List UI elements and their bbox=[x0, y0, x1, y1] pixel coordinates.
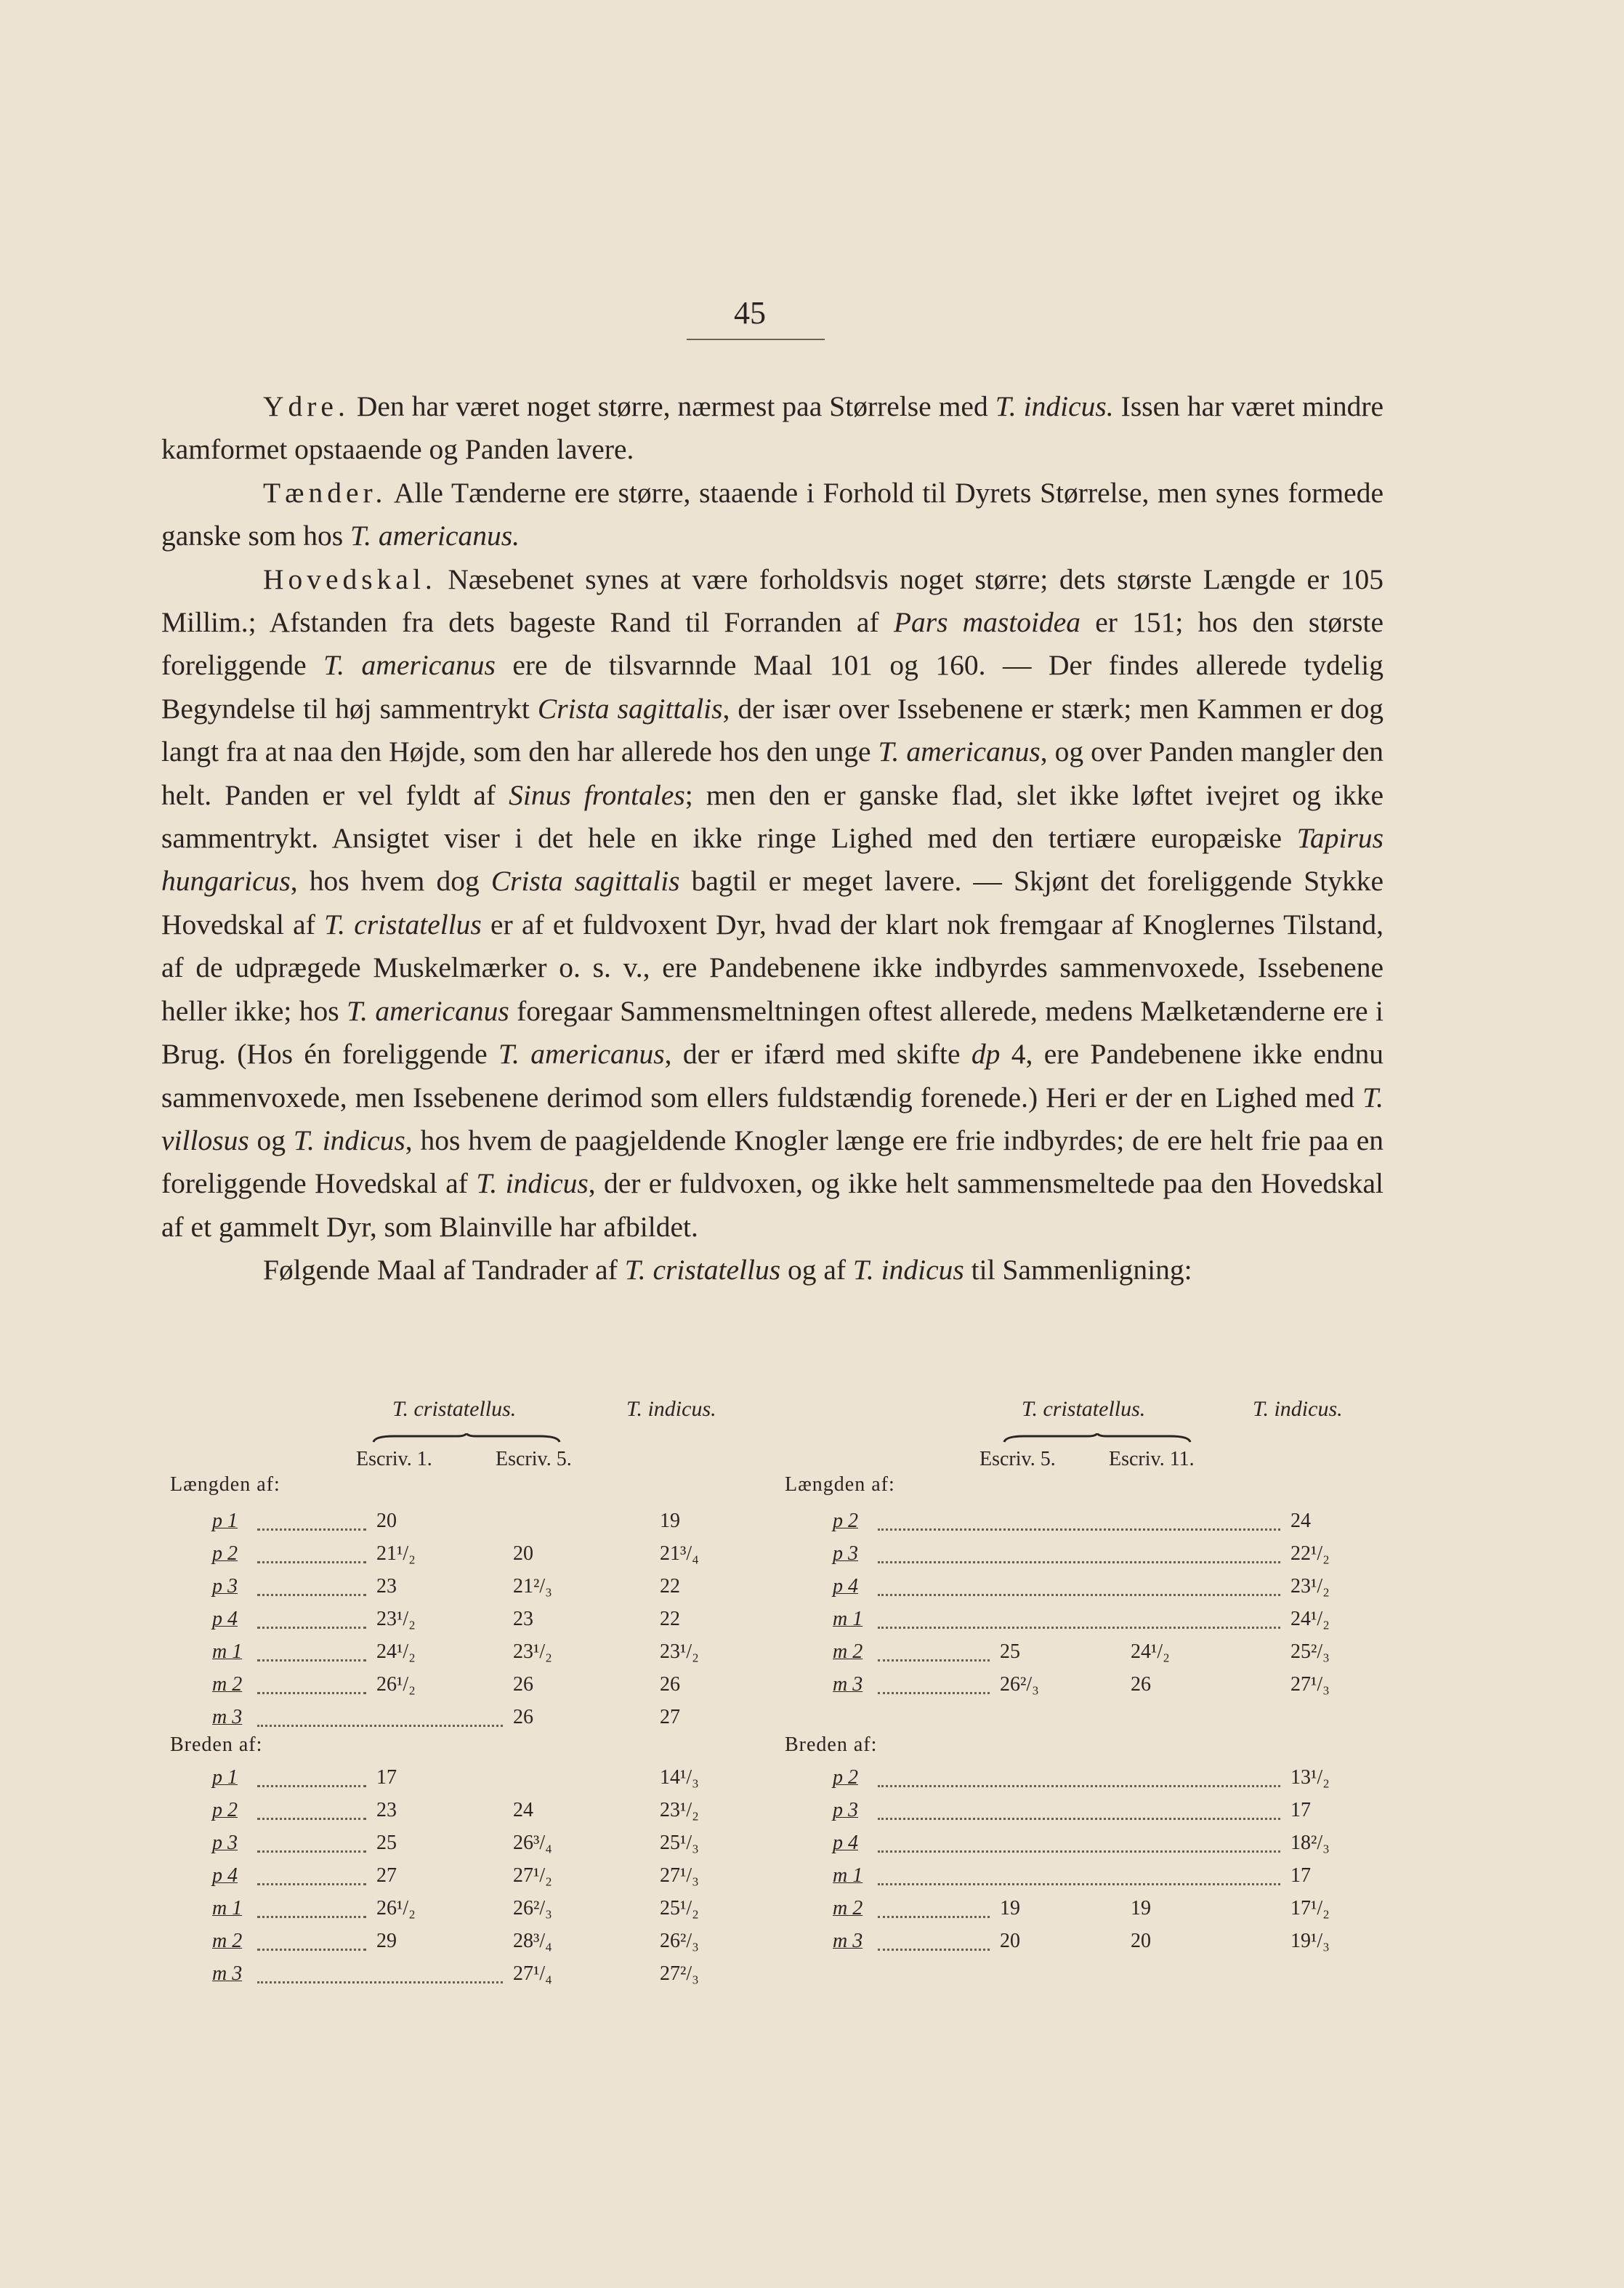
table-row bbox=[782, 1930, 1385, 1962]
dot-leader bbox=[878, 1850, 1280, 1853]
tooth-label: p 3 bbox=[212, 1832, 238, 1854]
italic-term: T. americanus. bbox=[350, 520, 520, 552]
width-section-label: Breden af: bbox=[785, 1733, 878, 1756]
table-row bbox=[161, 1575, 779, 1607]
value-c: 23¹/₂ bbox=[660, 1799, 699, 1821]
value-c: 14¹/₃ bbox=[660, 1766, 699, 1789]
dot-leader bbox=[257, 1850, 366, 1853]
table-row bbox=[782, 1542, 1385, 1574]
italic-term: T. indicus bbox=[476, 1167, 589, 1200]
measurement-table-left bbox=[161, 1381, 779, 1999]
table-row bbox=[782, 1799, 1385, 1831]
italic-term: Crista sagittalis bbox=[537, 692, 723, 725]
tooth-label: m 1 bbox=[212, 1640, 243, 1663]
value-b: 21²/₃ bbox=[513, 1575, 552, 1598]
text-run: 4, ere Pandebenene ikke endnu sammenvoxede, men Issebenene derimod som ellers fuldstændig forenede.) Heri er der en Lighed med bbox=[161, 1038, 1383, 1113]
value-b: 27¹/₂ bbox=[513, 1864, 552, 1887]
text-run: Alle Tænderne ere større, staaende i Forhold til Dyrets Størrelse, men synes formede ganske som hos bbox=[161, 476, 1383, 552]
dot-leader bbox=[257, 1785, 366, 1787]
table-row bbox=[161, 1897, 779, 1929]
text-run: bagtil er meget lavere. — Skjønt det foreliggende Stykke Hovedskal af bbox=[161, 865, 1383, 940]
value-b: 23 bbox=[513, 1608, 533, 1630]
value-c: 17 bbox=[1290, 1799, 1311, 1821]
column-header-escriv-5: Escriv. 5. bbox=[496, 1448, 572, 1470]
value-b: 19 bbox=[1131, 1897, 1151, 1920]
italic-term: T. cristatellus bbox=[324, 908, 482, 940]
tooth-label: m 1 bbox=[833, 1864, 863, 1887]
dot-leader bbox=[257, 1981, 503, 1983]
paragraph bbox=[161, 472, 1383, 558]
value-c: 23¹/₂ bbox=[1290, 1575, 1330, 1598]
dot-leader bbox=[257, 1949, 366, 1951]
dot-leader bbox=[257, 1883, 366, 1885]
paragraph bbox=[161, 1249, 1383, 1292]
value-c: 26 bbox=[660, 1673, 680, 1696]
dot-leader bbox=[878, 1561, 1280, 1563]
italic-term: dp bbox=[971, 1038, 1001, 1071]
tooth-label: p 3 bbox=[833, 1542, 858, 1565]
tooth-label: m 1 bbox=[833, 1608, 863, 1630]
italic-term: T. villosus bbox=[161, 1081, 1383, 1156]
table-row bbox=[782, 1640, 1385, 1672]
dot-leader bbox=[878, 1785, 1280, 1787]
italic-term: Pars mastoidea bbox=[893, 606, 1081, 639]
tooth-label: m 3 bbox=[212, 1706, 243, 1728]
page-number: 45 bbox=[734, 295, 766, 331]
table-row bbox=[161, 1799, 779, 1831]
length-section-label: Længden af: bbox=[785, 1473, 895, 1496]
table-row bbox=[161, 1962, 779, 1994]
dot-leader bbox=[257, 1528, 366, 1531]
table-row bbox=[161, 1832, 779, 1864]
tooth-label: p 2 bbox=[833, 1510, 858, 1532]
dot-leader bbox=[257, 1659, 366, 1661]
text-run: , der især over Issebenene er stærk; men Kammen er dog langt fra at naa den Højde, som den har allerede hos den unge bbox=[161, 692, 1383, 768]
tooth-label: p 4 bbox=[212, 1608, 238, 1630]
tooth-label: m 3 bbox=[212, 1962, 243, 1985]
text-run: Følgende Maal af Tandrader af bbox=[263, 1254, 625, 1286]
table-row bbox=[782, 1897, 1385, 1929]
italic-term: T. indicus. bbox=[995, 390, 1114, 422]
italic-term: T. americanus bbox=[878, 736, 1041, 768]
value-a: 23 bbox=[376, 1799, 397, 1821]
text-run: , der er ifærd med skifte bbox=[664, 1038, 971, 1071]
text-run: foregaar Sammensmeltningen oftest allerede, medens Mælketænderne ere i Brug. (Hos én foreliggende bbox=[161, 994, 1383, 1071]
text-run: er af et fuldvoxent Dyr, hvad der klart nok fremgaar af Knoglernes Tilstand, af de udprægede Muskelmærker o. s. v., ere Pandebenene ikke indbyrdes sammenvoxede, Issebenene heller ikke; hos bbox=[161, 908, 1384, 1027]
italic-term: Tapirus hungaricus bbox=[161, 822, 1383, 898]
table-row bbox=[782, 1766, 1385, 1798]
length-section-label: Længden af: bbox=[170, 1473, 280, 1496]
value-b: 26³/₄ bbox=[513, 1832, 552, 1854]
value-b: 20 bbox=[513, 1542, 533, 1565]
tooth-label: p 2 bbox=[212, 1799, 238, 1821]
table-row bbox=[161, 1510, 779, 1542]
text-run: ere de tilsvarnnde Maal 101 og 160. — Der findes allerede tydelig Begyndelse til høj sammentrykt bbox=[161, 649, 1383, 725]
value-c: 21³/₄ bbox=[660, 1542, 699, 1565]
value-a: 21¹/₂ bbox=[376, 1542, 416, 1565]
value-a: 26²/₃ bbox=[1000, 1673, 1039, 1696]
table-row bbox=[161, 1673, 779, 1705]
value-c: 27¹/₃ bbox=[660, 1864, 699, 1887]
page-number-rule bbox=[687, 339, 825, 340]
table-row bbox=[161, 1608, 779, 1640]
tooth-label: p 2 bbox=[833, 1766, 858, 1789]
column-header-escriv-1: Escriv. 1. bbox=[356, 1448, 432, 1470]
text-run: , hos hvem dog bbox=[290, 865, 491, 898]
paragraph bbox=[161, 558, 1383, 1249]
value-c: 25²/₃ bbox=[1290, 1640, 1330, 1663]
dot-leader bbox=[878, 1692, 990, 1694]
value-b: 28³/₄ bbox=[513, 1930, 552, 1952]
text-run: er 151; hos den største foreliggende bbox=[161, 606, 1383, 682]
text-run: Næsebenet synes at være forholdsvis noget større; dets største Længde er 105 Millim.; Afstanden fra dets bageste Rand til Forranden af bbox=[161, 563, 1383, 639]
tooth-label: m 3 bbox=[833, 1673, 863, 1696]
value-c: 18²/₃ bbox=[1290, 1832, 1330, 1854]
tooth-label: p 4 bbox=[212, 1864, 238, 1887]
dot-leader bbox=[878, 1818, 1280, 1820]
value-a: 25 bbox=[1000, 1640, 1020, 1663]
dot-leader bbox=[878, 1594, 1280, 1596]
dot-leader bbox=[257, 1692, 366, 1694]
dot-leader bbox=[878, 1627, 1280, 1629]
value-c: 17 bbox=[1290, 1864, 1311, 1887]
species-brace bbox=[372, 1433, 561, 1442]
table-row bbox=[161, 1542, 779, 1574]
tooth-label: p 4 bbox=[833, 1575, 858, 1598]
italic-term: T. indicus bbox=[293, 1124, 405, 1156]
table-row bbox=[161, 1864, 779, 1896]
dot-leader bbox=[878, 1528, 1280, 1531]
paragraph-heading: Hovedskal. bbox=[263, 563, 437, 595]
value-a: 29 bbox=[376, 1930, 397, 1952]
tooth-label: m 2 bbox=[833, 1897, 863, 1920]
paragraph-heading: Tænder. bbox=[263, 476, 387, 509]
table-row bbox=[782, 1575, 1385, 1607]
value-a: 25 bbox=[376, 1832, 397, 1854]
value-c: 25¹/₃ bbox=[660, 1832, 699, 1854]
text-run: Den har været noget større, nærmest paa Størrelse med bbox=[349, 390, 995, 422]
value-a: 23¹/₂ bbox=[376, 1608, 416, 1630]
value-c: 22 bbox=[660, 1608, 680, 1630]
width-section-label: Breden af: bbox=[170, 1733, 263, 1756]
value-c: 27¹/₃ bbox=[1290, 1673, 1330, 1696]
italic-term: T. indicus bbox=[852, 1254, 964, 1286]
italic-term: Sinus frontales bbox=[509, 778, 685, 811]
text-run: til Sammenligning: bbox=[964, 1254, 1192, 1286]
species-heading-indicus: T. indicus. bbox=[1253, 1397, 1343, 1421]
dot-leader bbox=[257, 1594, 366, 1596]
value-b: 26 bbox=[513, 1673, 533, 1696]
value-a: 26¹/₂ bbox=[376, 1673, 416, 1696]
dot-leader bbox=[257, 1916, 366, 1918]
dot-leader bbox=[257, 1627, 366, 1629]
tooth-label: p 4 bbox=[833, 1832, 858, 1854]
body-text bbox=[161, 385, 1383, 1292]
column-header-escriv-5: Escriv. 5. bbox=[979, 1448, 1056, 1470]
species-heading-cristatellus: T. cristatellus. bbox=[392, 1397, 517, 1421]
text-run: Issen har været mindre kamformet opstaaende og Panden lavere. bbox=[161, 390, 1384, 466]
dot-leader bbox=[878, 1659, 990, 1661]
tooth-label: m 2 bbox=[212, 1930, 243, 1952]
dot-leader bbox=[878, 1883, 1280, 1885]
value-a: 19 bbox=[1000, 1897, 1020, 1920]
dot-leader bbox=[878, 1916, 990, 1918]
table-row bbox=[161, 1766, 779, 1798]
italic-term: T. americanus bbox=[347, 994, 509, 1027]
table-row bbox=[161, 1930, 779, 1962]
table-row bbox=[782, 1510, 1385, 1542]
species-brace bbox=[1003, 1433, 1192, 1442]
table-row bbox=[161, 1640, 779, 1672]
species-heading-cristatellus: T. cristatellus. bbox=[1022, 1397, 1146, 1421]
tooth-label: p 3 bbox=[833, 1799, 858, 1821]
value-b: 26²/₃ bbox=[513, 1897, 552, 1920]
value-c: 25¹/₂ bbox=[660, 1897, 699, 1920]
tooth-label: p 1 bbox=[212, 1766, 238, 1789]
italic-term: Crista sagittalis bbox=[490, 865, 680, 898]
value-b: 24 bbox=[513, 1799, 533, 1821]
measurement-table-right bbox=[782, 1381, 1385, 1999]
dot-leader bbox=[257, 1818, 366, 1820]
paragraph bbox=[161, 385, 1383, 472]
value-a: 23 bbox=[376, 1575, 397, 1598]
tooth-label: m 1 bbox=[212, 1897, 243, 1920]
value-b: 26 bbox=[513, 1706, 533, 1728]
value-c: 17¹/₂ bbox=[1290, 1897, 1330, 1920]
text-run: og af bbox=[780, 1254, 853, 1286]
paragraph-heading: Ydre. bbox=[263, 390, 350, 422]
text-run: ; men den er ganske flad, slet ikke løftet ivejret og ikke sammentrykt. Ansigtet viser i det hele en ikke ringe Lighed med den tertiære europæiske bbox=[161, 778, 1383, 855]
value-a: 17 bbox=[376, 1766, 397, 1789]
table-row bbox=[782, 1864, 1385, 1896]
value-b: 27¹/₄ bbox=[513, 1962, 552, 1985]
text-run: , hos hvem de paagjeldende Knogler længe ere frie indbyrdes; de ere helt frie paa en foreliggende Hovedskal af bbox=[161, 1124, 1383, 1200]
species-heading-indicus: T. indicus. bbox=[626, 1397, 716, 1421]
value-c: 22 bbox=[660, 1575, 680, 1598]
value-c: 26²/₃ bbox=[660, 1930, 699, 1952]
table-row bbox=[782, 1608, 1385, 1640]
value-c: 27 bbox=[660, 1706, 680, 1728]
value-c: 22¹/₂ bbox=[1290, 1542, 1330, 1565]
value-c: 23¹/₂ bbox=[660, 1640, 699, 1663]
italic-term: T. americanus bbox=[323, 649, 496, 682]
value-b: 24¹/₂ bbox=[1131, 1640, 1170, 1663]
value-a: 20 bbox=[376, 1510, 397, 1532]
tooth-label: m 2 bbox=[833, 1640, 863, 1663]
value-c: 24 bbox=[1290, 1510, 1311, 1532]
tooth-label: m 2 bbox=[212, 1673, 243, 1696]
value-c: 27²/₃ bbox=[660, 1962, 699, 1985]
value-c: 19¹/₃ bbox=[1290, 1930, 1330, 1952]
value-a: 27 bbox=[376, 1864, 397, 1887]
italic-term: T. americanus bbox=[498, 1038, 665, 1071]
text-run: , og over Panden mangler den helt. Panden er vel fyldt af bbox=[161, 736, 1383, 811]
value-b: 20 bbox=[1131, 1930, 1151, 1952]
dot-leader bbox=[878, 1949, 990, 1951]
value-c: 24¹/₂ bbox=[1290, 1608, 1330, 1630]
dot-leader bbox=[257, 1561, 366, 1563]
value-b: 23¹/₂ bbox=[513, 1640, 552, 1663]
tooth-label: m 3 bbox=[833, 1930, 863, 1952]
value-a: 20 bbox=[1000, 1930, 1020, 1952]
dot-leader bbox=[257, 1725, 503, 1727]
italic-term: T. cristatellus bbox=[624, 1254, 781, 1286]
value-a: 24¹/₂ bbox=[376, 1640, 416, 1663]
value-b: 26 bbox=[1131, 1673, 1151, 1696]
column-header-escriv-11: Escriv. 11. bbox=[1109, 1448, 1195, 1470]
text-run: og bbox=[249, 1124, 294, 1156]
value-c: 19 bbox=[660, 1510, 680, 1532]
value-a: 26¹/₂ bbox=[376, 1897, 416, 1920]
tooth-label: p 1 bbox=[212, 1510, 238, 1532]
table-row bbox=[782, 1673, 1385, 1705]
table-row bbox=[782, 1832, 1385, 1864]
value-c: 13¹/₂ bbox=[1290, 1766, 1330, 1789]
tooth-label: p 2 bbox=[212, 1542, 238, 1565]
text-run: , der er fuldvoxen, og ikke helt sammensmeltede paa den Hovedskal af et gammelt Dyr, som Blainville har afbildet. bbox=[161, 1167, 1384, 1243]
tooth-label: p 3 bbox=[212, 1575, 238, 1598]
